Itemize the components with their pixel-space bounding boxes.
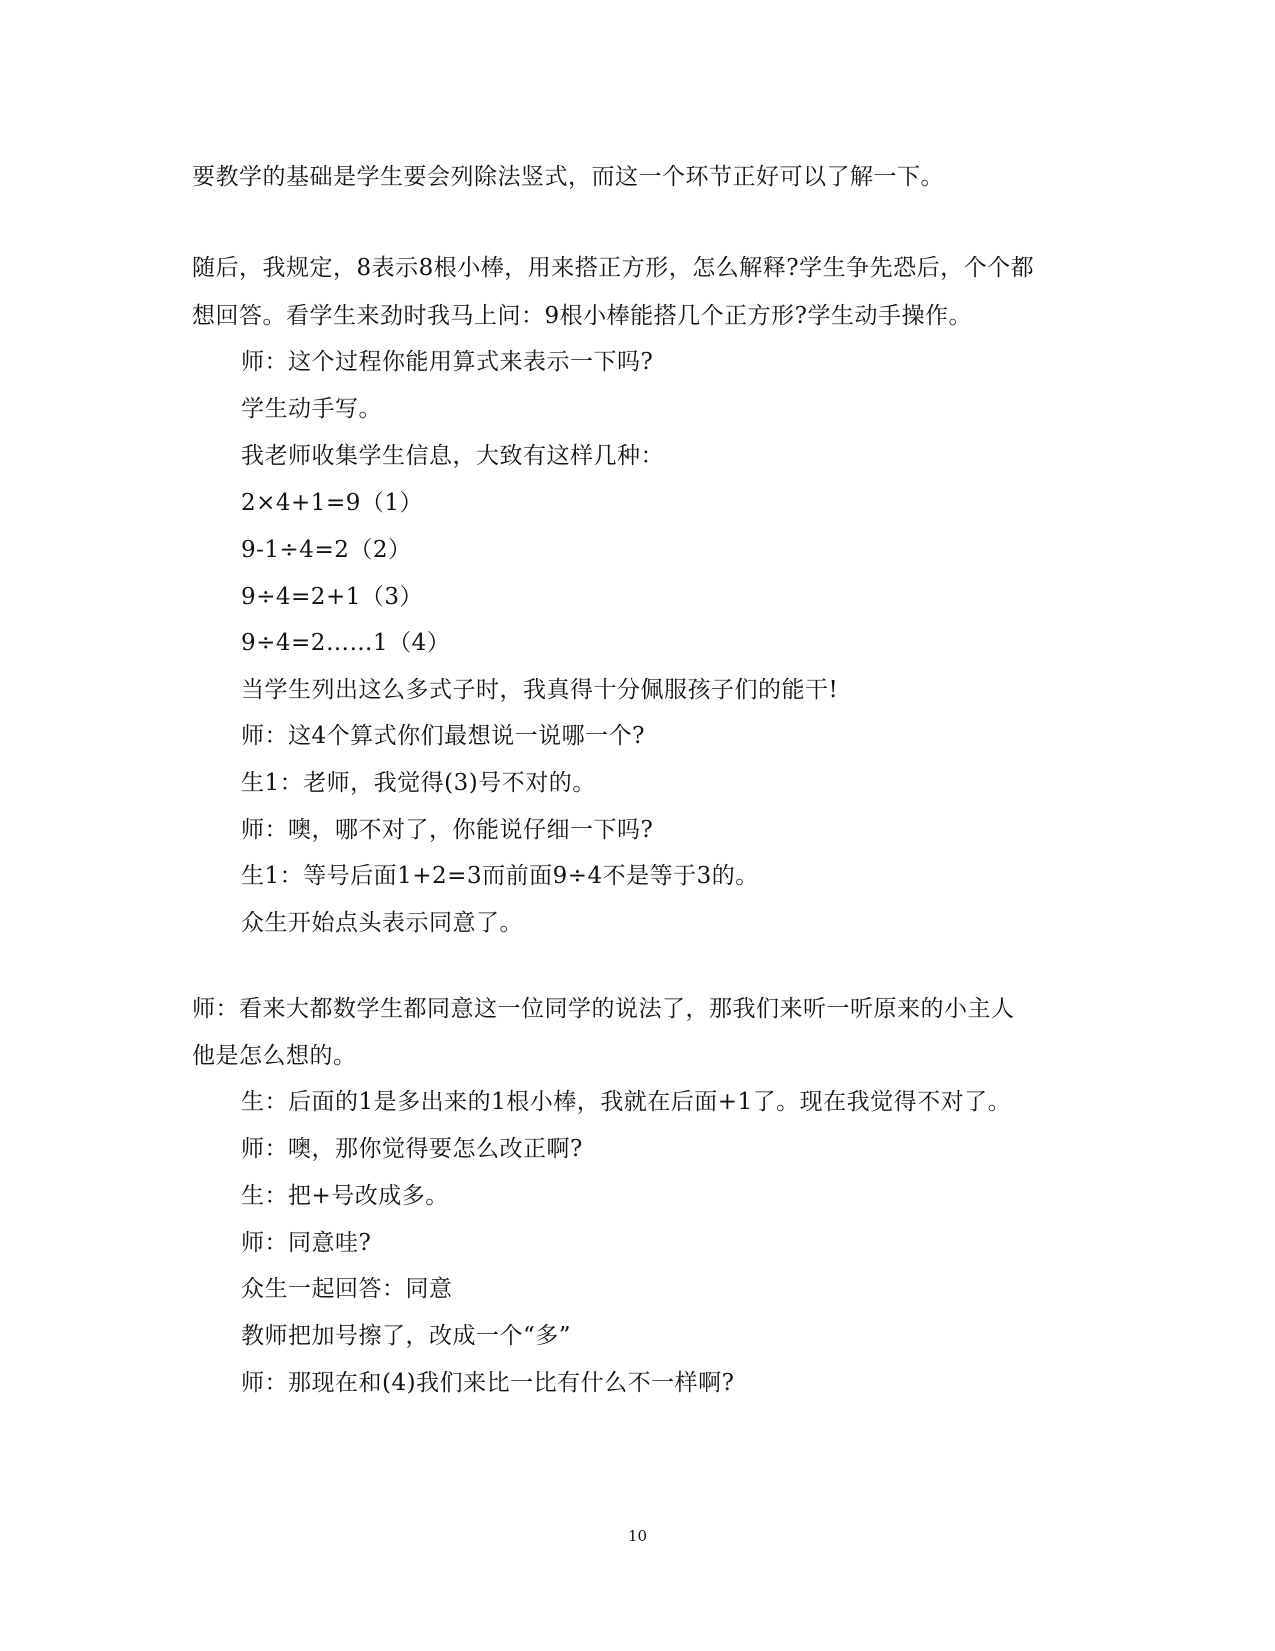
paragraph-line: 他是怎么想的。 [192, 1043, 357, 1069]
dialogue-line: 师：噢，那你觉得要怎么改正啊? [241, 1136, 583, 1162]
dialogue-line: 师：这个过程你能用算式来表示一下吗? [241, 349, 654, 375]
dialogue-line: 学生动手写。 [241, 396, 382, 422]
dialogue-line: 师：噢，哪不对了，你能说仔细一下吗? [241, 817, 654, 843]
dialogue-line: 当学生列出这么多式子时，我真得十分佩服孩子们的能干! [241, 677, 839, 703]
dialogue-line: 我老师收集学生信息，大致有这样几种： [241, 443, 664, 469]
dialogue-line: 生：把+号改成多。 [241, 1183, 449, 1209]
paragraph-line: 要教学的基础是学生要会列除法竖式，而这一个环节正好可以了解一下。 [192, 164, 944, 190]
dialogue-line: 师：那现在和(4)我们来比一比有什么不一样啊? [241, 1370, 735, 1396]
dialogue-line: 生1：等号后面1+2=3而前面9÷4不是等于3的。 [241, 863, 759, 889]
equation-line: 9÷4=2+1（3） [241, 584, 423, 610]
dialogue-line: 众生开始点头表示同意了。 [241, 910, 523, 936]
dialogue-line: 众生一起回答：同意 [241, 1276, 453, 1302]
equation-line: 2×4+1=9（1） [241, 490, 423, 516]
dialogue-line: 生1：老师，我觉得(3)号不对的。 [241, 770, 596, 796]
dialogue-line: 师：同意哇? [241, 1230, 372, 1256]
equation-line: 9÷4=2……1（4） [241, 630, 451, 656]
paragraph-line: 师：看来大都数学生都同意这一位同学的说法了，那我们来听一听原来的小主人 [192, 996, 1015, 1022]
equation-line: 9-1÷4=2（2） [241, 537, 412, 563]
dialogue-line: 师：这4个算式你们最想说一说哪一个? [241, 723, 645, 749]
dialogue-line: 生：后面的1是多出来的1根小棒，我就在后面+1了。现在我觉得不对了。 [241, 1089, 1012, 1115]
dialogue-line: 教师把加号擦了，改成一个“多” [241, 1323, 572, 1349]
paragraph-line: 随后，我规定，8表示8根小棒，用来搭正方形，怎么解释?学生争先恐后，个个都 [192, 255, 1035, 281]
paragraph-line: 想回答。看学生来劲时我马上问：9根小棒能搭几个正方形?学生动手操作。 [192, 303, 972, 329]
page-number: 10 [627, 1527, 648, 1545]
